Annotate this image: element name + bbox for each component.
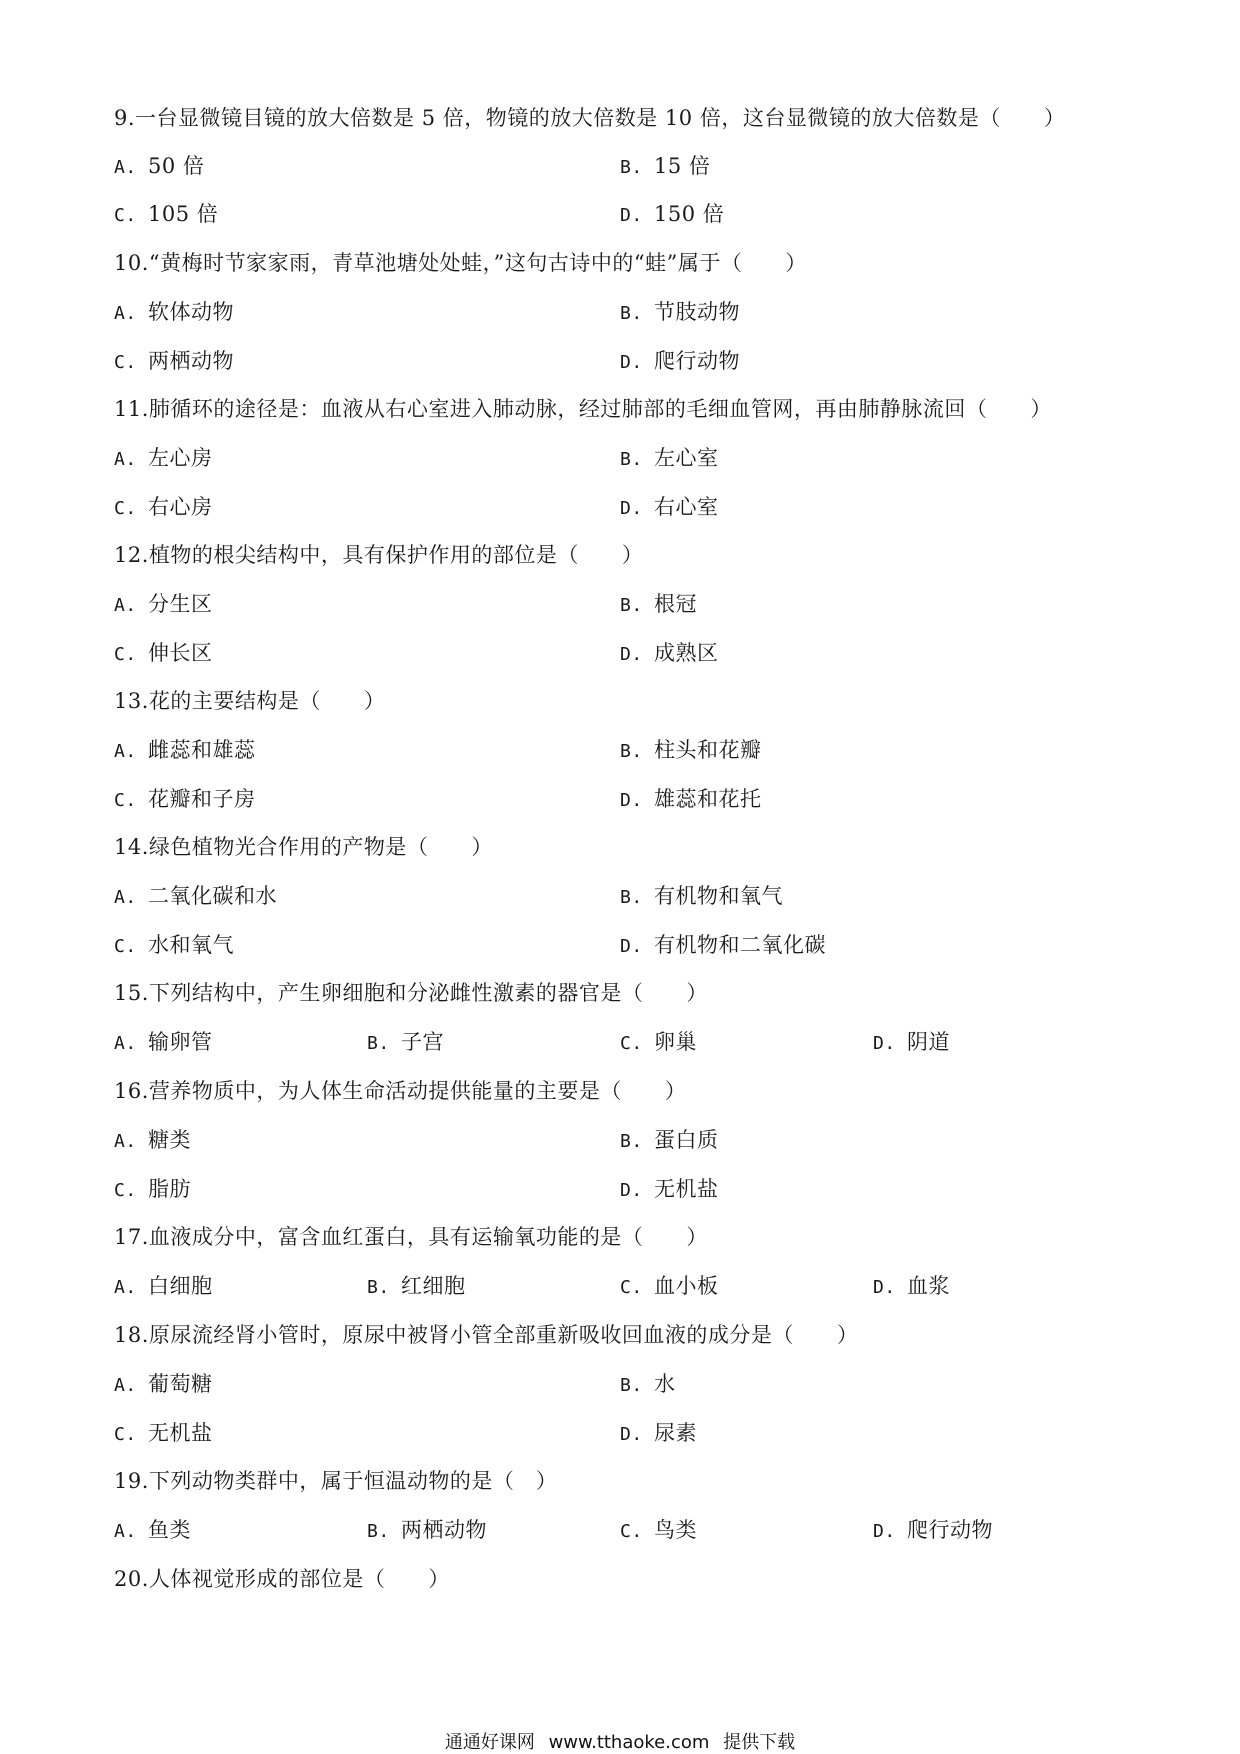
option-9c: C. 105 倍 xyxy=(114,202,219,226)
question-11: 11.肺循环的途径是：血液从右心室进入肺动脉，经过肺部的毛细血管网，再由肺静脉流回（ ） xyxy=(114,397,1052,421)
option-18a: A. 葡萄糖 xyxy=(114,1372,213,1396)
option-10b: B. 节肢动物 xyxy=(620,300,740,324)
footer-suffix: 提供下载 xyxy=(723,1732,796,1753)
option-13c: C. 花瓣和子房 xyxy=(114,787,256,811)
option-17b: B. 红细胞 xyxy=(367,1274,466,1298)
option-19c: C. 鸟类 xyxy=(620,1518,697,1542)
option-9b: B. 15 倍 xyxy=(620,154,711,178)
option-12d: D. 成熟区 xyxy=(620,641,719,665)
option-12b: B. 根冠 xyxy=(620,592,697,616)
option-10d: D. 爬行动物 xyxy=(620,349,740,373)
option-14c: C. 水和氧气 xyxy=(114,933,234,957)
question-17: 17.血液成分中，富含血红蛋白，具有运输氧功能的是（ ） xyxy=(114,1225,708,1249)
option-10c: C. 两栖动物 xyxy=(114,349,234,373)
option-19d: D. 爬行动物 xyxy=(873,1518,993,1542)
question-14: 14.绿色植物光合作用的产物是（ ） xyxy=(114,835,493,859)
option-18d: D. 尿素 xyxy=(620,1421,697,1445)
option-16b: B. 蛋白质 xyxy=(620,1128,719,1152)
option-13a: A. 雌蕊和雄蕊 xyxy=(114,738,256,762)
option-11a: A. 左心房 xyxy=(114,446,213,470)
option-16a: A. 糖类 xyxy=(114,1128,191,1152)
option-14a: A. 二氧化碳和水 xyxy=(114,884,277,908)
option-16d: D. 无机盐 xyxy=(620,1177,719,1201)
option-15d: D. 阴道 xyxy=(873,1030,950,1054)
option-18b: B. 水 xyxy=(620,1372,676,1396)
option-10a: A. 软体动物 xyxy=(114,300,234,324)
option-16c: C. 脂肪 xyxy=(114,1177,191,1201)
question-19: 19.下列动物类群中，属于恒温动物的是（ ） xyxy=(114,1469,558,1493)
footer xyxy=(0,1728,1240,1754)
option-12a: A. 分生区 xyxy=(114,592,213,616)
question-10: 10.“黄梅时节家家雨，青草池塘处处蛙，”这句古诗中的“蛙”属于（ ） xyxy=(114,251,807,275)
option-19b: B. 两栖动物 xyxy=(367,1518,487,1542)
option-15c: C. 卵巢 xyxy=(620,1030,697,1054)
footer-url-link[interactable]: www.tthaoke.com xyxy=(548,1732,710,1753)
option-15b: B. 子宫 xyxy=(367,1030,444,1054)
option-17c: C. 血小板 xyxy=(620,1274,719,1298)
option-14b: B. 有机物和氧气 xyxy=(620,884,783,908)
option-15a: A. 输卵管 xyxy=(114,1030,213,1054)
option-19a: A. 鱼类 xyxy=(114,1518,191,1542)
question-16: 16.营养物质中，为人体生命活动提供能量的主要是（ ） xyxy=(114,1079,687,1103)
option-11c: C. 右心房 xyxy=(114,495,213,519)
option-9d: D. 150 倍 xyxy=(620,202,725,226)
question-20: 20.人体视觉形成的部位是（ ） xyxy=(114,1567,450,1591)
option-9a: A. 50 倍 xyxy=(114,154,205,178)
question-12: 12.植物的根尖结构中，具有保护作用的部位是（ ） xyxy=(114,543,644,567)
option-13d: D. 雄蕊和花托 xyxy=(620,787,762,811)
question-15: 15.下列结构中，产生卵细胞和分泌雌性激素的器官是（ ） xyxy=(114,981,708,1005)
option-18c: C. 无机盐 xyxy=(114,1421,213,1445)
option-13b: B. 柱头和花瓣 xyxy=(620,738,762,762)
question-13: 13.花的主要结构是（ ） xyxy=(114,689,386,713)
question-18: 18.原尿流经肾小管时，原尿中被肾小管全部重新吸收回血液的成分是（ ） xyxy=(114,1323,859,1347)
option-11d: D. 右心室 xyxy=(620,495,719,519)
option-11b: B. 左心室 xyxy=(620,446,719,470)
option-17d: D. 血浆 xyxy=(873,1274,950,1298)
option-12c: C. 伸长区 xyxy=(114,641,213,665)
option-14d: D. 有机物和二氧化碳 xyxy=(620,933,826,957)
question-9: 9.一台显微镜目镜的放大倍数是 5 倍，物镜的放大倍数是 10 倍，这台显微镜的放大倍数是（ ） xyxy=(114,106,1066,130)
option-17a: A. 白细胞 xyxy=(114,1274,213,1298)
footer-site-name: 通通好课网 xyxy=(444,1732,535,1753)
